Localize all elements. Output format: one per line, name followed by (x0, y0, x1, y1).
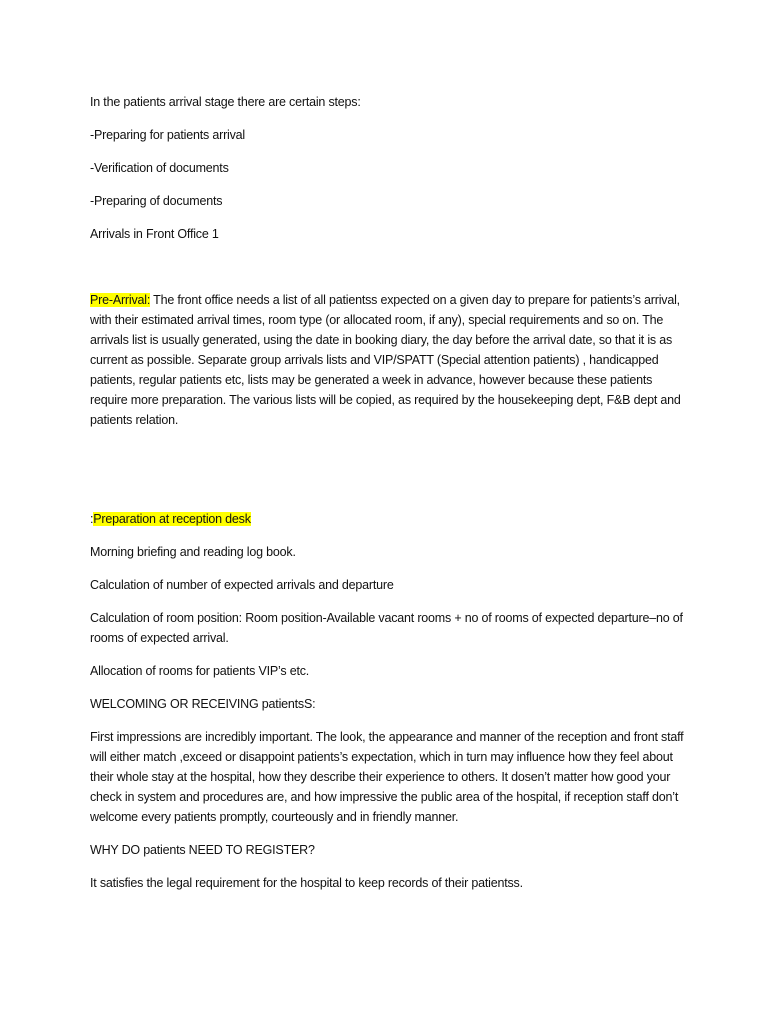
document-page (90, 92, 690, 906)
register-text: It satisfies the legal requirement for the hospital to keep records of their patientss. (90, 876, 523, 890)
intro-lead: In the patients arrival stage there are certain steps: (90, 95, 361, 109)
spacer (90, 443, 690, 509)
reception-heading (90, 509, 690, 529)
reception-prefix: : (90, 512, 94, 526)
pre-arrival-text: The front office needs a list of all patientss expected on a given day to prepare for patients’s arrival, with their estimated arrival times, room type (or allocated room, if any), special requirements and so on. The arrivals list is usually generated, using the date in booking diary, the day before the arrival date, so that it is as current as possible. Separate group arrivals lists and VIP/SPATT (Special attention patients) , handicapped patients, regular patients etc, lists may be generated a week in advance, however because these patients require more preparation. The various lists will be copied, as required by the housekeeping dept, F&B dept and patients relation. (90, 293, 681, 427)
welcoming-text: First impressions are incredibly important. The look, the appearance and manner of the reception and front staff will either match ,exceed or disappoint patients’s expectation, which in turn may influence how they feel about their whole stay at the hospital, how they describe their experience to others. It dosen’t matter how good your check in system and procedures are, and how impressive the public area of the hospital, if reception staff don’t welcome every patients promptly, courteously and in friendly manner. (90, 730, 684, 824)
step-item: -Preparing of documents (90, 194, 223, 208)
step-item: -Verification of documents (90, 161, 229, 175)
reception-item: Calculation of number of expected arrivals and departure (90, 578, 394, 592)
arrivals-title: Arrivals in Front Office 1 (90, 227, 219, 241)
reception-item: Morning briefing and reading log book. (90, 545, 296, 559)
pre-arrival-paragraph (90, 290, 690, 430)
spacer (90, 257, 690, 290)
welcoming-heading: WELCOMING OR RECEIVING patientsS: (90, 697, 316, 711)
pre-arrival-label: Pre-Arrival: (90, 293, 151, 307)
reception-label: Preparation at reception desk (93, 512, 251, 526)
reception-item: Calculation of room position: Room position-Available vacant rooms + no of rooms of expected departure–no of rooms of expected arrival. (90, 611, 683, 645)
step-item: -Preparing for patients arrival (90, 128, 245, 142)
reception-item: Allocation of rooms for patients VIP’s etc. (90, 664, 310, 678)
register-heading: WHY DO patients NEED TO REGISTER? (90, 843, 315, 857)
